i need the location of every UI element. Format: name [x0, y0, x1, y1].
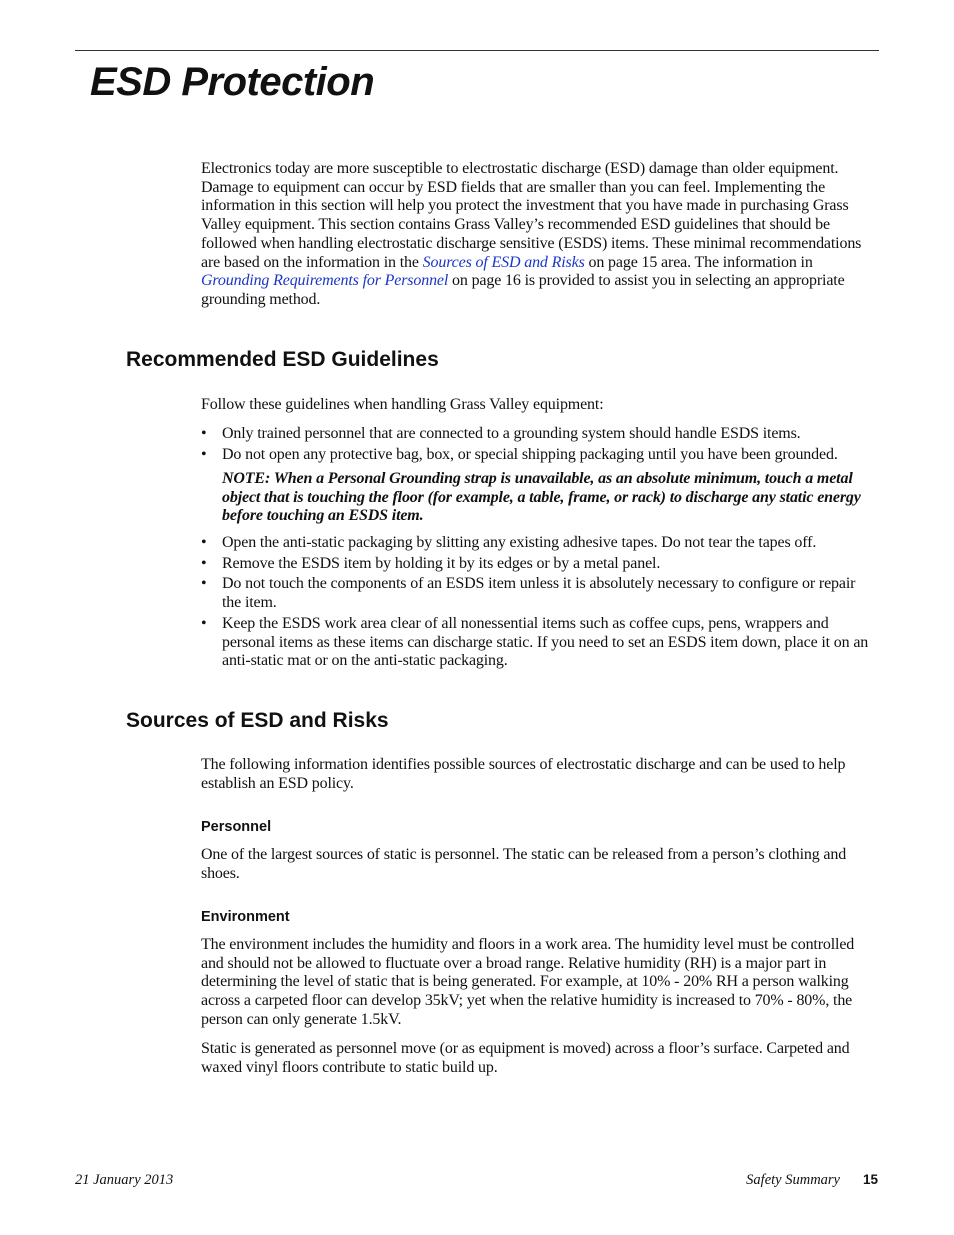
footer-page-number: 15: [862, 1172, 878, 1187]
environment-paragraph-1: The environment includes the humidity and floors in a work area. The humidity level must be controlled and should not be allowed to fluctuate over a broad range. Relative humidity (RH) is a major part in determining the level of static that is being generated. For example, at 10% - 20% RH a person walking across a carpeted floor can develop 35kV; yet when the relative humidity is increased to 70% - 80%, the person can only generate 1.5kV.: [201, 936, 855, 1028]
list-item: • Only trained personnel that are connected to a grounding system should handle ESDS items.: [201, 425, 877, 444]
list-item: • Remove the ESDS item by holding it by its edges or by a metal panel.: [201, 555, 877, 574]
guidelines-list-a: [201, 425, 877, 466]
header-rule: [75, 50, 879, 51]
environment-heading: Environment: [201, 909, 290, 925]
list-item: • Do not touch the components of an ESDS item unless it is absolutely necessary to configure or repair the item.: [201, 575, 877, 612]
personnel-paragraph: One of the largest sources of static is personnel. The static can be released from a person’s clothing and shoes.: [201, 846, 847, 882]
guidelines-list-b: [201, 534, 877, 673]
sources-lead: The following information identifies possible sources of electrostatic discharge and can be used to help establish an ESD policy.: [201, 756, 846, 792]
grounding-link[interactable]: Grounding Requirements for Personnel: [201, 272, 449, 290]
environment-paragraph-2: Static is generated as personnel move (or as equipment is moved) across a floor’s surface. Carpeted and waxed vinyl floors contribute to static build up.: [201, 1040, 850, 1076]
footer-date: 21 January 2013: [75, 1172, 174, 1188]
grounding-note: NOTE: When a Personal Grounding strap is unavailable, as an absolute minimum, touch a metal object that is touching the floor (for example, a table, frame, or rack) to discharge any static energy before touching an ESDS item.: [222, 470, 861, 525]
list-item: • Keep the ESDS work area clear of all nonessential items such as coffee cups, pens, wrappers and personal items as these items can discharge static. If you need to set an ESDS item down, place it on an anti-static mat or on the anti-static packaging.: [201, 615, 877, 671]
personnel-heading: Personnel: [201, 819, 272, 835]
guidelines-lead: Follow these guidelines when handling Grass Valley equipment:: [201, 396, 604, 413]
footer-section-title: Safety Summary: [746, 1172, 840, 1188]
list-item: • Do not open any protective bag, box, or special shipping packaging until you have been grounded.: [201, 446, 877, 465]
guidelines-heading: Recommended ESD Guidelines: [126, 348, 439, 371]
page-title: ESD Protection: [90, 60, 375, 104]
sources-link[interactable]: Sources of ESD and Risks: [422, 253, 585, 271]
intro-text-1: Electronics today are more susceptible to electrostatic discharge (ESD) damage than older equipment. Damage to equipment can occur by ESD fields that are smaller than you can feel. Implementing the information in this section will help you protect the investment that you have made in purchasing Grass Valley equipment. This section contains Grass Valley’s recommended ESD guidelines that should be followed when handling electrostatic discharge sensitive (ESDS) items. These minimal recommendations are based on the information in the: [201, 160, 862, 271]
list-item: • Open the anti-static packaging by slitting any existing adhesive tapes. Do not tear the tapes off.: [201, 534, 877, 553]
intro-text-3: on page 16 is provided to assist you in selecting an appropriate grounding method.: [201, 272, 845, 308]
intro-paragraph: [201, 160, 877, 310]
intro-text-2: on page 15 area. The information in: [584, 253, 813, 271]
sources-heading: Sources of ESD and Risks: [126, 709, 389, 732]
